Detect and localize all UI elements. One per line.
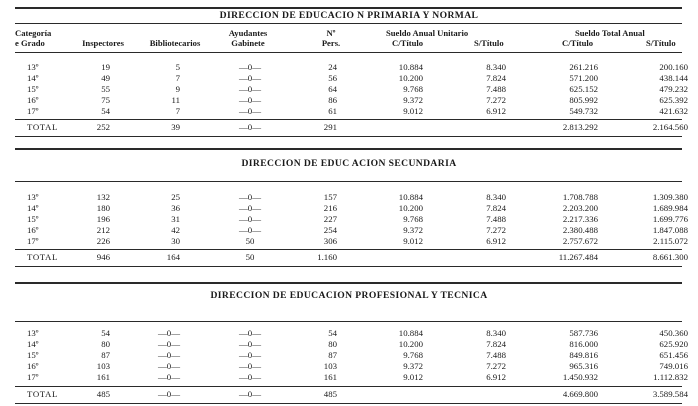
- total-pers: 291: [323, 122, 337, 132]
- cell-bibliotecarios: 31: [171, 214, 180, 224]
- cell-inspectores: 19: [101, 62, 110, 72]
- cell-grado: 15º: [27, 84, 39, 94]
- cell-unit-st: 7.488: [486, 214, 506, 224]
- cell-inspectores: 87: [101, 350, 110, 360]
- total-total-ct: 4.669.800: [562, 389, 598, 399]
- header-unitario-st: S/Título: [474, 38, 504, 48]
- cell-total-ct: 816.000: [569, 339, 598, 349]
- table-row: [0, 350, 698, 361]
- cell-unit-st: 6.912: [486, 236, 506, 246]
- cell-total-ct: 261.216: [569, 62, 598, 72]
- cell-ayudantes: —0—: [239, 62, 261, 72]
- cell-total-ct: 805.992: [569, 95, 598, 105]
- total-pers: 485: [323, 389, 337, 399]
- cell-unit-ct: 10.200: [398, 73, 423, 83]
- cell-unit-ct: 9.768: [403, 84, 423, 94]
- cell-unit-st: 7.272: [486, 225, 506, 235]
- cell-total-st: 1.689.984: [652, 203, 688, 213]
- total-total-st: 8.661.300: [652, 252, 688, 262]
- cell-pers: 157: [323, 192, 337, 202]
- total-rule: [15, 249, 682, 250]
- table-row: [0, 225, 698, 236]
- cell-bibliotecarios: —0—: [158, 339, 180, 349]
- cell-bibliotecarios: 7: [175, 106, 180, 116]
- cell-inspectores: 55: [101, 84, 110, 94]
- cell-total-st: 1.112.832: [653, 372, 688, 382]
- table-row: [0, 62, 698, 73]
- cell-unit-st: 8.340: [486, 62, 506, 72]
- cell-total-st: 1.847.088: [652, 225, 688, 235]
- cell-bibliotecarios: 7: [175, 73, 180, 83]
- cell-bibliotecarios: 5: [175, 62, 180, 72]
- cell-inspectores: 75: [101, 95, 110, 105]
- top-rule: [15, 7, 682, 9]
- section-bottom-rule: [15, 403, 682, 404]
- section-title: DIRECCION DE EDUC ACION SECUNDARIA: [241, 158, 457, 169]
- header-categoria-line2: e Grado: [15, 38, 45, 48]
- header-unitario-line1: Sueldo Anual Unitario: [386, 28, 469, 38]
- cell-total-st: 450.360: [659, 328, 688, 338]
- cell-grado: 14º: [27, 203, 39, 213]
- header-bibliotecarios-label: Bibliotecarios: [149, 38, 201, 48]
- cell-unit-ct: 10.200: [398, 203, 423, 213]
- cell-grado: 13º: [27, 192, 39, 202]
- cell-ayudantes: —0—: [239, 361, 261, 371]
- section-rule: [15, 321, 682, 322]
- total-bibliotecarios: —0—: [158, 389, 180, 399]
- cell-grado: 15º: [27, 214, 39, 224]
- cell-unit-st: 7.272: [486, 95, 506, 105]
- cell-bibliotecarios: 9: [175, 84, 180, 94]
- cell-unit-st: 7.488: [486, 84, 506, 94]
- table-row: [0, 203, 698, 214]
- cell-unit-ct: 9.012: [403, 106, 423, 116]
- table-row: [0, 361, 698, 372]
- total-row: [0, 389, 698, 400]
- cell-total-st: 200.160: [659, 62, 688, 72]
- cell-total-ct: 2.380.488: [562, 225, 598, 235]
- total-total-ct: 11.267.484: [558, 252, 598, 262]
- header-ayudantes-line1: Ayudantes: [228, 28, 268, 38]
- cell-pers: 64: [328, 84, 337, 94]
- header-inspectores-label: Inspectores: [82, 38, 124, 48]
- cell-pers: 80: [328, 339, 337, 349]
- cell-grado: 16º: [27, 225, 39, 235]
- cell-pers: 86: [328, 95, 337, 105]
- header-bibliotecarios: [150, 38, 201, 48]
- cell-unit-ct: 10.200: [398, 339, 423, 349]
- table-row: [0, 328, 698, 339]
- header-rule: [15, 52, 682, 53]
- table-row: [0, 73, 698, 84]
- cell-ayudantes: —0—: [239, 73, 261, 83]
- cell-total-st: 625.392: [659, 95, 688, 105]
- section-rule: [15, 282, 682, 284]
- cell-unit-st: 8.340: [486, 192, 506, 202]
- cell-ayudantes: —0—: [239, 192, 261, 202]
- cell-pers: 103: [323, 361, 337, 371]
- header-ayudantes: [229, 28, 268, 48]
- cell-ayudantes: 50: [245, 236, 255, 246]
- total-label: TOTAL: [27, 122, 58, 132]
- cell-grado: 14º: [27, 73, 39, 83]
- cell-unit-ct: 9.372: [403, 225, 423, 235]
- cell-bibliotecarios: —0—: [158, 350, 180, 360]
- cell-pers: 161: [323, 372, 337, 382]
- cell-pers: 54: [328, 328, 337, 338]
- cell-inspectores: 161: [96, 372, 110, 382]
- section-title: DIRECCION DE EDUCACION PROFESIONAL Y TECNICA: [210, 290, 488, 301]
- cell-total-st: 1.699.776: [652, 214, 688, 224]
- cell-ayudantes: —0—: [239, 84, 261, 94]
- cell-total-st: 479.232: [659, 84, 688, 94]
- cell-unit-ct: 10.884: [398, 328, 423, 338]
- header-total-line1: Sueldo Total Anual: [575, 28, 645, 38]
- cell-pers: 227: [323, 214, 337, 224]
- cell-inspectores: 54: [101, 328, 110, 338]
- header-total-st: S/Título: [646, 38, 676, 48]
- total-total-ct: 2.813.292: [562, 122, 598, 132]
- cell-pers: 24: [328, 62, 337, 72]
- total-ayudantes: 50: [245, 252, 255, 262]
- cell-ayudantes: —0—: [239, 214, 261, 224]
- cell-unit-st: 7.824: [486, 203, 506, 213]
- cell-grado: 17º: [27, 372, 39, 382]
- cell-bibliotecarios: 42: [171, 225, 180, 235]
- total-ayudantes: —0—: [239, 122, 261, 132]
- cell-unit-st: 7.824: [486, 339, 506, 349]
- cell-total-st: 1.309.380: [652, 192, 688, 202]
- total-inspectores: 946: [96, 252, 110, 262]
- cell-grado: 16º: [27, 95, 39, 105]
- cell-inspectores: 196: [96, 214, 110, 224]
- cell-bibliotecarios: 11: [171, 95, 180, 105]
- header-ayudantes-line2: Gabinete: [231, 38, 265, 48]
- total-label: TOTAL: [27, 252, 58, 262]
- cell-grado: 15º: [27, 350, 39, 360]
- cell-bibliotecarios: 25: [171, 192, 180, 202]
- header-total-ct: C/Título: [562, 38, 594, 48]
- section-bottom-rule: [15, 266, 682, 267]
- total-rule: [15, 119, 682, 120]
- cell-inspectores: 80: [101, 339, 110, 349]
- total-row: [0, 252, 698, 263]
- cell-inspectores: 212: [96, 225, 110, 235]
- header-total: [575, 28, 645, 38]
- cell-unit-ct: 9.012: [403, 372, 423, 382]
- total-bibliotecarios: 39: [171, 122, 180, 132]
- cell-unit-st: 8.340: [486, 328, 506, 338]
- cell-unit-ct: 9.012: [403, 236, 423, 246]
- total-rule: [15, 386, 682, 387]
- total-ayudantes: —0—: [239, 389, 261, 399]
- total-pers: 1.160: [317, 252, 337, 262]
- cell-pers: 87: [328, 350, 337, 360]
- table-row: [0, 214, 698, 225]
- cell-ayudantes: —0—: [239, 203, 261, 213]
- cell-unit-ct: 10.884: [398, 62, 423, 72]
- cell-unit-st: 7.824: [486, 73, 506, 83]
- header-unitario-ct: C/Título: [392, 38, 424, 48]
- total-label: TOTAL: [27, 389, 58, 399]
- cell-total-ct: 2.203.200: [562, 203, 598, 213]
- cell-unit-ct: 9.372: [403, 95, 423, 105]
- cell-total-ct: 587.736: [569, 328, 598, 338]
- cell-total-st: 2.115.072: [653, 236, 688, 246]
- cell-bibliotecarios: —0—: [158, 372, 180, 382]
- cell-unit-st: 7.272: [486, 361, 506, 371]
- cell-ayudantes: —0—: [239, 328, 261, 338]
- cell-unit-ct: 10.884: [398, 192, 423, 202]
- cell-inspectores: 226: [96, 236, 110, 246]
- table-row: [0, 339, 698, 350]
- header-pers-line1: Nº: [326, 28, 336, 38]
- total-total-st: 3.589.584: [652, 389, 688, 399]
- cell-bibliotecarios: —0—: [158, 328, 180, 338]
- cell-unit-ct: 9.768: [403, 350, 423, 360]
- header-inspectores: [82, 38, 124, 48]
- total-bibliotecarios: 164: [166, 252, 180, 262]
- cell-inspectores: 103: [96, 361, 110, 371]
- cell-pers: 61: [328, 106, 337, 116]
- title-rule: [15, 23, 682, 24]
- section-title: DIRECCION DE EDUCACIO N PRIMARIA Y NORMAL: [219, 10, 479, 21]
- header-categoria: [15, 28, 51, 48]
- cell-inspectores: 49: [101, 73, 110, 83]
- total-total-st: 2.164.560: [652, 122, 688, 132]
- total-inspectores: 485: [96, 389, 110, 399]
- cell-unit-st: 7.488: [486, 350, 506, 360]
- cell-inspectores: 54: [101, 106, 110, 116]
- cell-unit-st: 6.912: [486, 372, 506, 382]
- cell-grado: 13º: [27, 62, 39, 72]
- table-row: [0, 106, 698, 117]
- cell-pers: 254: [323, 225, 337, 235]
- cell-total-st: 438.144: [659, 73, 688, 83]
- cell-grado: 16º: [27, 361, 39, 371]
- cell-total-ct: 571.200: [569, 73, 598, 83]
- cell-unit-ct: 9.768: [403, 214, 423, 224]
- cell-grado: 17º: [27, 236, 39, 246]
- cell-total-ct: 1.450.932: [562, 372, 598, 382]
- cell-total-ct: 2.217.336: [562, 214, 598, 224]
- cell-total-st: 421.632: [659, 106, 688, 116]
- cell-unit-st: 6.912: [486, 106, 506, 116]
- cell-ayudantes: —0—: [239, 95, 261, 105]
- cell-total-ct: 549.732: [569, 106, 598, 116]
- cell-total-ct: 1.708.788: [562, 192, 598, 202]
- cell-total-ct: 2.757.672: [562, 236, 598, 246]
- cell-ayudantes: —0—: [239, 350, 261, 360]
- cell-grado: 17º: [27, 106, 39, 116]
- cell-total-ct: 625.152: [569, 84, 598, 94]
- header-pers: [322, 28, 340, 48]
- table-row: [0, 236, 698, 247]
- cell-bibliotecarios: —0—: [158, 361, 180, 371]
- header-unitario: [386, 28, 468, 38]
- cell-bibliotecarios: 36: [171, 203, 180, 213]
- total-row: [0, 122, 698, 133]
- table-row: [0, 372, 698, 383]
- cell-pers: 306: [323, 236, 337, 246]
- cell-ayudantes: —0—: [239, 372, 261, 382]
- cell-ayudantes: —0—: [239, 225, 261, 235]
- cell-unit-ct: 9.372: [403, 361, 423, 371]
- cell-bibliotecarios: 30: [171, 236, 180, 246]
- cell-ayudantes: —0—: [239, 106, 261, 116]
- cell-total-st: 625.920: [659, 339, 688, 349]
- cell-total-ct: 965.316: [569, 361, 598, 371]
- header-categoria-line1: Categoría: [15, 28, 52, 38]
- section-rule: [15, 148, 682, 150]
- cell-grado: 14º: [27, 339, 39, 349]
- cell-grado: 13º: [27, 328, 39, 338]
- header-pers-line2: Pers.: [321, 38, 341, 48]
- table-row: [0, 95, 698, 106]
- cell-pers: 216: [323, 203, 337, 213]
- section-rule: [15, 181, 682, 182]
- table-row: [0, 84, 698, 95]
- cell-inspectores: 180: [96, 203, 110, 213]
- cell-total-ct: 849.816: [569, 350, 598, 360]
- cell-total-st: 651.456: [659, 350, 688, 360]
- total-inspectores: 252: [96, 122, 110, 132]
- cell-ayudantes: —0—: [239, 339, 261, 349]
- cell-inspectores: 132: [96, 192, 110, 202]
- table-row: [0, 192, 698, 203]
- cell-pers: 56: [328, 73, 337, 83]
- section-bottom-rule: [15, 136, 682, 137]
- cell-total-st: 749.016: [659, 361, 688, 371]
